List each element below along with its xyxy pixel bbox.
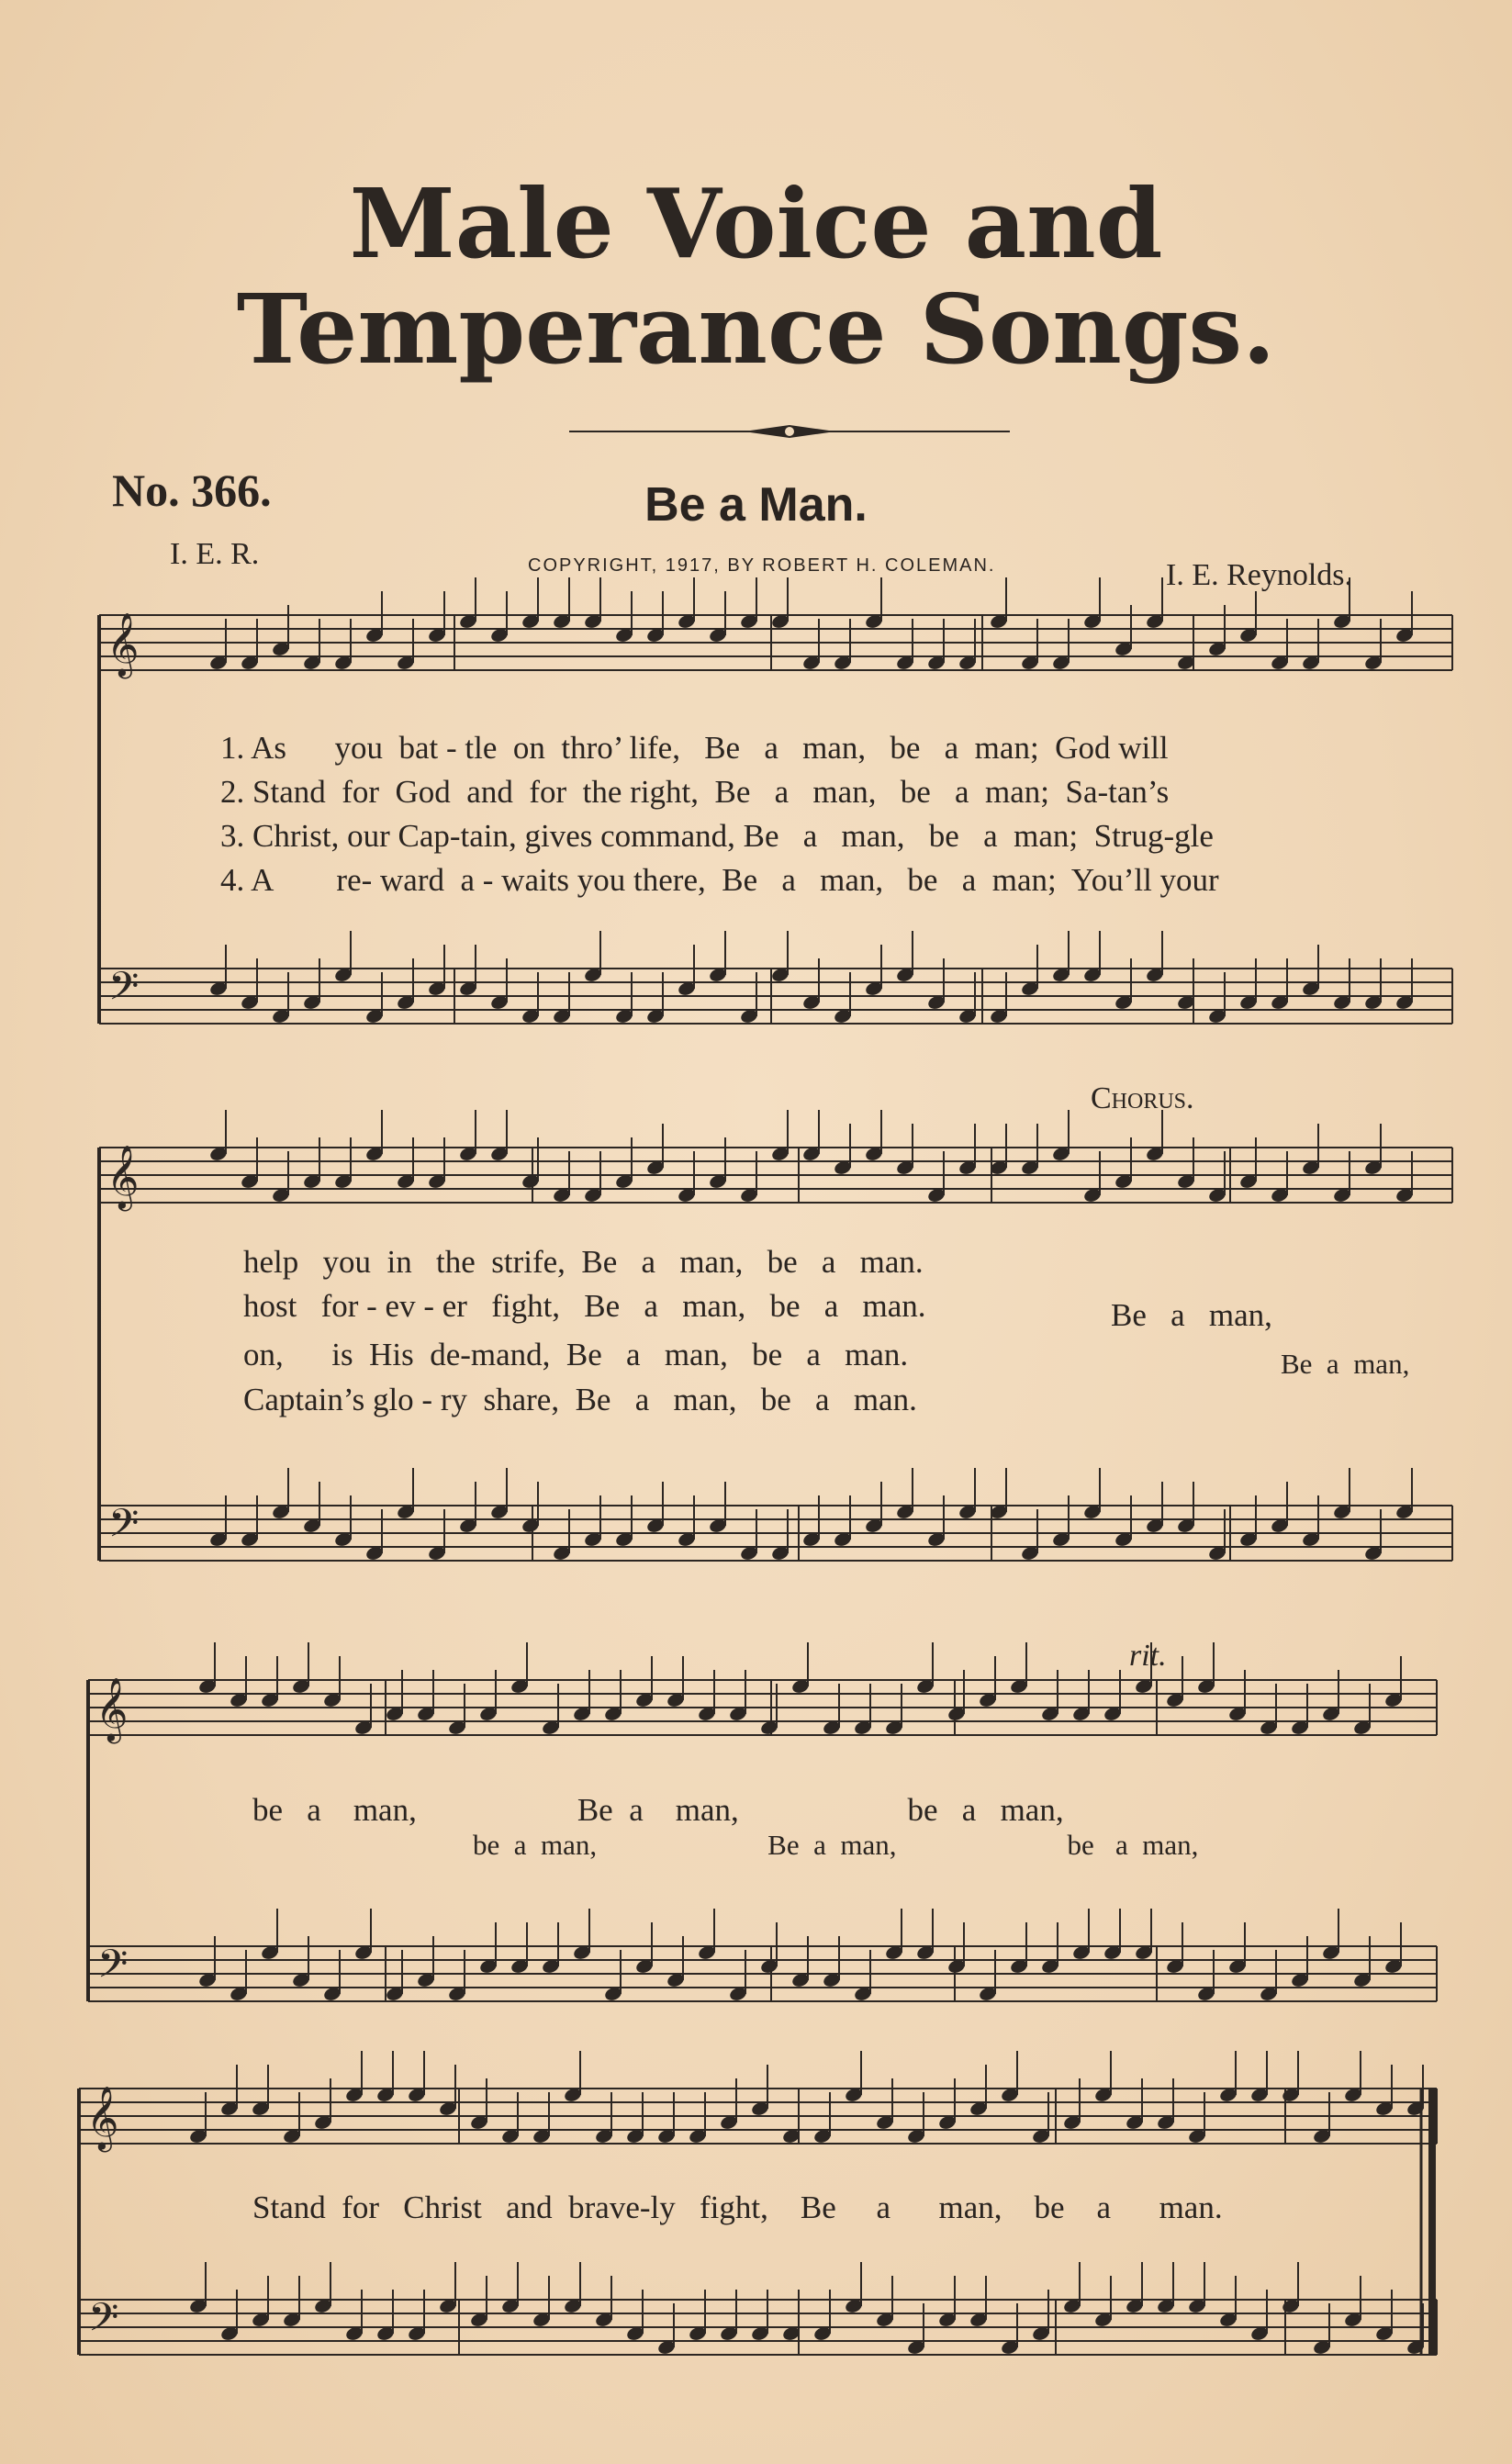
- chorus-label: Chorus.: [1091, 1081, 1194, 1115]
- copyright-notice: COPYRIGHT, 1917, BY ROBERT H. COLEMAN.: [528, 555, 996, 576]
- verse-4-line-a: 4. A re- ward a - waits you there, Be a man, be a man; You’ll your: [220, 862, 1219, 898]
- section-title-line1: Male Voice and: [349, 167, 1163, 280]
- verse-3-line-a: 3. Christ, our Cap-tain, gives command, Be a man, be a man; Strug-gle: [220, 818, 1214, 854]
- chorus-upper-line-2: be a man, Be a man, be a man,: [252, 1792, 1064, 1828]
- system-1-treble-clef: 𝄞: [106, 612, 140, 677]
- verse-2-line-a: 2. Stand for God and for the right, Be a man, be a man; Sa-tan’s: [220, 774, 1170, 810]
- chorus-lower-line-2: be a man, Be a man, be a man,: [473, 1829, 1199, 1861]
- chorus-upper-line-1: Be a man,: [1111, 1297, 1272, 1333]
- section-title-line2: Temperance Songs.: [236, 273, 1276, 386]
- chorus-lower-line-1: Be a man,: [1281, 1348, 1410, 1380]
- music-credit: I. E. Reynolds.: [1166, 558, 1353, 592]
- system-3-treble-clef: 𝄞: [95, 1677, 129, 1742]
- system-1-bass-clef: 𝄢: [108, 964, 140, 1019]
- system-4-treble-clef: 𝄞: [86, 2086, 119, 2150]
- system-2-treble-clef: 𝄞: [106, 1145, 140, 1209]
- hymn-title: Be a Man.: [644, 478, 868, 532]
- chorus-final-line: Stand for Christ and brave-ly fight, Be a man, be a man.: [252, 2190, 1223, 2225]
- verse-2-line-b: host for - ev - er fight, Be a man, be a man.: [243, 1288, 926, 1324]
- verse-1-line-b: help you in the strife, Be a man, be a man.: [243, 1244, 924, 1280]
- verse-1-line-a: 1. As you bat - tle on thro’ life, Be a man, be a man; God will: [220, 730, 1169, 766]
- verse-4-line-b: Captain’s glo - ry share, Be a man, be a man.: [243, 1382, 917, 1417]
- hymn-number: No. 366.: [112, 465, 272, 516]
- ritardando-marking: rit.: [1129, 1639, 1167, 1673]
- system-3-bass-clef: 𝄢: [97, 1942, 129, 1997]
- words-credit: I. E. R.: [170, 537, 260, 571]
- system-4-bass-clef: 𝄢: [88, 2295, 119, 2350]
- system-2-bass-clef: 𝄢: [108, 1501, 140, 1556]
- verse-3-line-b: on, is His de-mand, Be a man, be a man.: [243, 1337, 909, 1372]
